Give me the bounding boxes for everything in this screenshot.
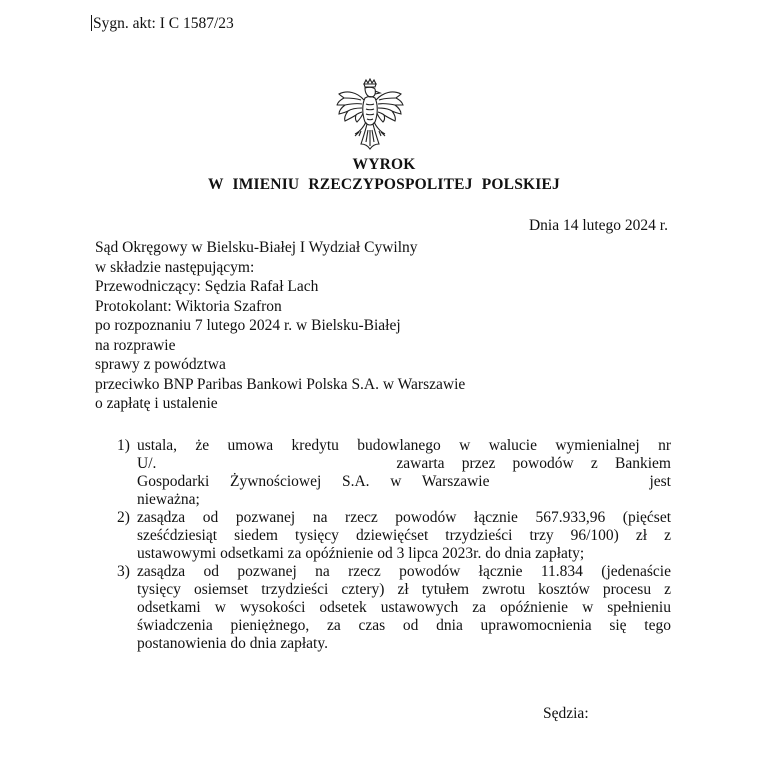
contract-number: U/. [137, 455, 157, 472]
intro-line: Protokolant: Wiktoria Szafron [95, 297, 282, 315]
judgment-date: Dnia 14 lutego 2024 r. [528, 217, 668, 234]
court-composition [95, 238, 465, 414]
item-line: ustala, że umowa kredytu budowlanego w walucie wymienialnej nr [137, 437, 671, 454]
judge-signature-label: Sędzia: [543, 705, 589, 722]
item-line: tysięcy osiemset trzydzieści cztery) zł tytułem zwrotu kosztów procesu z [137, 581, 671, 598]
item-number: 1) [117, 437, 130, 454]
item-line: sześćdziesiąt siedem tysięcy dziewięćset trzydzieści trzy 96/100) zł z [137, 527, 671, 544]
ruling-items [117, 437, 671, 653]
intro-line: na rozprawie [95, 336, 176, 354]
item-line [137, 455, 671, 473]
item-word: jest [649, 473, 671, 490]
document-subtitle: W IMIENIU RZECZYPOSPOLITEJ POLSKIEJ [207, 176, 561, 193]
item-line: nieważna; [137, 491, 200, 508]
item-line [137, 473, 671, 491]
case-reference: Sygn. akt: I C 1587/23 [93, 15, 234, 32]
contract-party: zawarta przez powodów z Bankiem [396, 455, 671, 472]
item-line: postanowienia do dnia zapłaty. [137, 635, 328, 652]
intro-line: Sąd Okręgowy w Bielsku-Białej I Wydział Cywilny [95, 239, 418, 256]
eagle-svg [335, 78, 405, 150]
item-line: zasądza od pozwanej na rzecz powodów łącznie 11.834 (jedenaście [137, 563, 671, 580]
item-line: ustawowymi odsetkami za opóźnienie od 3 lipca 2023r. do dnia zapłaty; [137, 545, 585, 562]
intro-line: sprawy z powództwa [95, 356, 226, 373]
ruling-item-3 [117, 563, 671, 653]
item-line: odsetkami w wysokości odsetek ustawowych za opóźnienie w spełnieniu [137, 599, 671, 616]
intro-line: Przewodniczący: Sędzia Rafał Lach [95, 278, 319, 295]
intro-line: po rozpoznaniu 7 lutego 2024 r. w Bielsku-Białej [95, 317, 401, 334]
document-title: WYROK [352, 156, 416, 173]
text-cursor [91, 15, 92, 31]
intro-line: przeciwko BNP Paribas Bankowi Polska S.A. w Warszawie [95, 375, 466, 393]
intro-line: w składzie następującym: [95, 258, 255, 276]
intro-line: o zapłatę i ustalenie [95, 395, 218, 412]
item-number: 3) [117, 563, 130, 580]
polish-eagle-emblem-icon [335, 78, 405, 150]
item-line: świadczenia pieniężnego, za czas od dnia uprawomocnienia się tego [137, 617, 671, 634]
bank-name: Gospodarki Żywnościowej S.A. w Warszawie [137, 473, 490, 490]
item-line: zasądza od pozwanej na rzecz powodów łącznie 567.933,96 (pięćset [137, 509, 671, 526]
ruling-item-1 [117, 437, 671, 509]
item-number: 2) [117, 509, 130, 526]
ruling-item-2 [117, 509, 671, 563]
